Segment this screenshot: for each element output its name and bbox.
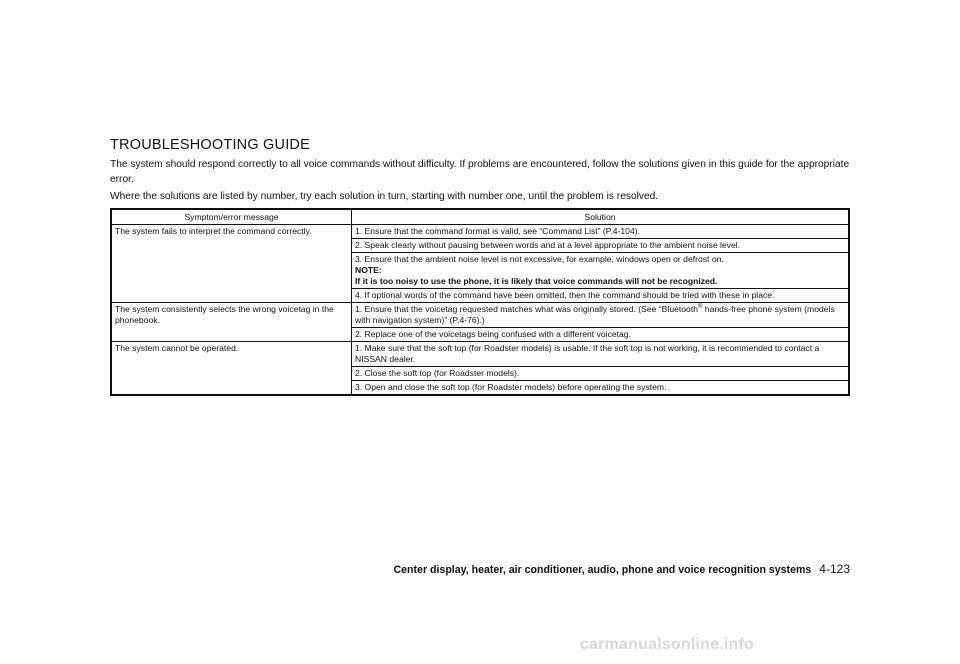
registered-mark: ®	[698, 304, 703, 311]
footer-section-title: Center display, heater, air conditioner, audio, phone and voice recognition systems	[393, 564, 812, 576]
solution-cell-with-note	[352, 253, 850, 289]
solution-cell: 3. Open and close the soft top (for Roadster models) before operating the system.	[352, 381, 850, 396]
solution-cell: 2. Speak clearly without pausing between words and at a level appropriate to the ambient noise level.	[352, 239, 850, 253]
solution-cell: 4. If optional words of the command have been omitted, then the command should be tried with these in place.	[352, 289, 850, 303]
numbered-solutions-note: Where the solutions are listed by number, try each solution in turn, starting with number one, until the problem is resolved.	[110, 191, 659, 202]
page-number: 4-123	[819, 562, 850, 576]
troubleshooting-table	[110, 208, 850, 396]
solution-cell: 2. Close the soft top (for Roadster models).	[352, 367, 850, 381]
table-row	[111, 225, 849, 239]
table-header-row	[111, 209, 849, 225]
table-row	[111, 303, 849, 328]
symptom-column-header: Symptom/error message	[111, 209, 352, 225]
table-row	[111, 342, 849, 367]
solution-cell: 2. Replace one of the voicetags being confused with a different voicetag.	[352, 328, 850, 342]
solution-cell	[352, 303, 850, 328]
symptom-cell: The system cannot be operated.	[111, 342, 352, 396]
intro-paragraph: The system should respond correctly to all voice commands without difficulty. If problems are encountered, follow the solutions given in this guide for the appropriate error.	[110, 159, 850, 185]
symptom-cell: The system fails to interpret the command correctly.	[111, 225, 352, 303]
note-label: NOTE:	[355, 265, 382, 275]
page-footer	[370, 562, 850, 576]
watermark-logo: carmanualsonline.info	[580, 636, 755, 653]
solution-text: 3. Ensure that the ambient noise level is not excessive, for example, windows open or defrost on.	[355, 254, 724, 264]
solution-cell: 1. Make sure that the soft top (for Roadster models) is usable. If the soft top is not working, it is recommended to contact a NISSAN dealer.	[352, 342, 850, 367]
note-text: If it is too noisy to use the phone, it is likely that voice commands will not be recognized.	[355, 276, 718, 286]
solution-text: 1. Ensure that the voicetag requested matches what was originally stored. (See “Bluetooth	[355, 304, 698, 314]
solution-column-header: Solution	[352, 209, 850, 225]
page-heading: TROUBLESHOOTING GUIDE	[110, 137, 310, 153]
solution-cell: 1. Ensure that the command format is valid, see “Command List” (P.4-104).	[352, 225, 850, 239]
solution-text: hands-free phone system (models with navigation system)” (P.4-76).)	[355, 304, 835, 325]
symptom-cell: The system consistently selects the wrong voicetag in the phonebook.	[111, 303, 352, 342]
